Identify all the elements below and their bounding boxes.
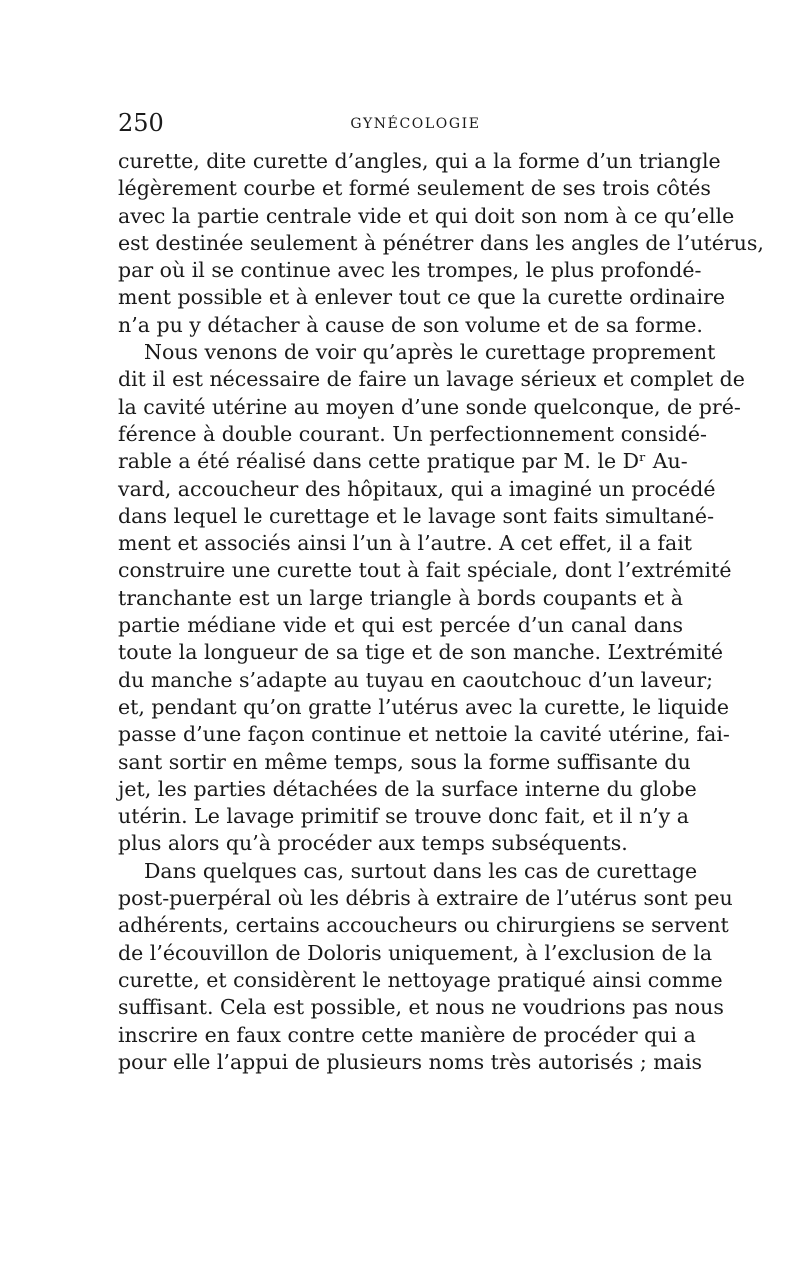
text-line: suffisant. Cela est possible, et nous ne voudrions pas nous	[118, 995, 724, 1020]
text-line: du manche s’adapte au tuyau en caoutchouc d’un laveur;	[118, 667, 714, 692]
text-line: rable a été réalisé dans cette pratique par M. le Dʳ Au-	[118, 449, 688, 474]
text-line: pour elle l’appui de plusieurs noms très autorisés ; mais	[118, 1049, 703, 1074]
text-line: férence à double courant. Un perfectionnement considé-	[118, 421, 707, 446]
text-line: passe d’une façon continue et nettoie la cavité utérine, fai-	[118, 722, 730, 747]
text-line: ment et associés ainsi l’un à l’autre. A cet effet, il a fait	[118, 531, 692, 556]
text-line: tranchante est un large triangle à bords coupants et à	[118, 585, 683, 610]
text-line: est destinée seulement à pénétrer dans les angles de l’utérus,	[118, 230, 764, 255]
page-number: 250	[118, 109, 164, 137]
text-line: ment possible et à enlever tout ce que la curette ordinaire	[118, 285, 726, 310]
text-line: inscrire en faux contre cette manière de procéder qui a	[118, 1022, 696, 1047]
text-line: de l’écouvillon de Doloris uniquement, à l’exclusion de la	[118, 940, 713, 965]
text-line: Dans quelques cas, surtout dans les cas de curettage	[144, 858, 698, 883]
text-line: légèrement courbe et formé seulement de ses trois côtés	[118, 176, 711, 201]
text-line: dit il est nécessaire de faire un lavage sérieux et complet de	[118, 367, 745, 392]
text-line: sant sortir en même temps, sous la forme suffisante du	[118, 749, 691, 774]
text-line: n’a pu y détacher à cause de son volume et de sa forme.	[118, 312, 703, 337]
text-line: curette, et considèrent le nettoyage pratiqué ainsi comme	[118, 967, 723, 992]
text-line: utérin. Le lavage primitif se trouve donc fait, et il n’y a	[118, 804, 689, 829]
text-line: Nous venons de voir qu’après le curettage proprement	[144, 340, 716, 365]
text-line: partie médiane vide et qui est percée d’un canal dans	[118, 613, 683, 638]
running-head	[118, 108, 683, 138]
text-line: dans lequel le curettage et le lavage sont faits simultané-	[118, 503, 714, 528]
text-line: avec la partie centrale vide et qui doit son nom à ce qu’elle	[118, 203, 735, 228]
text-line: construire une curette tout à fait spéciale, dont l’extrémité	[118, 558, 732, 583]
text-line: jet, les parties détachées de la surface interne du globe	[118, 776, 697, 801]
text-line: adhérents, certains accoucheurs ou chirurgiens se servent	[118, 913, 729, 938]
text-line: toute la longueur de sa tige et de son manche. L’extrémité	[118, 640, 724, 665]
running-title: GYNÉCOLOGIE	[350, 116, 481, 132]
body-text	[118, 148, 764, 1076]
text-line: la cavité utérine au moyen d’une sonde quelconque, de pré-	[118, 394, 741, 419]
text-line: plus alors qu’à procéder aux temps subséquents.	[118, 831, 628, 856]
text-line: vard, accoucheur des hôpitaux, qui a imaginé un procédé	[118, 476, 716, 501]
text-line: et, pendant qu’on gratte l’utérus avec la curette, le liquide	[118, 694, 729, 719]
text-line: post-puerpéral où les débris à extraire de l’utérus sont peu	[118, 886, 733, 911]
text-line: par où il se continue avec les trompes, le plus profondé-	[118, 258, 702, 283]
text-line: curette, dite curette d’angles, qui a la forme d’un triangle	[118, 149, 721, 173]
